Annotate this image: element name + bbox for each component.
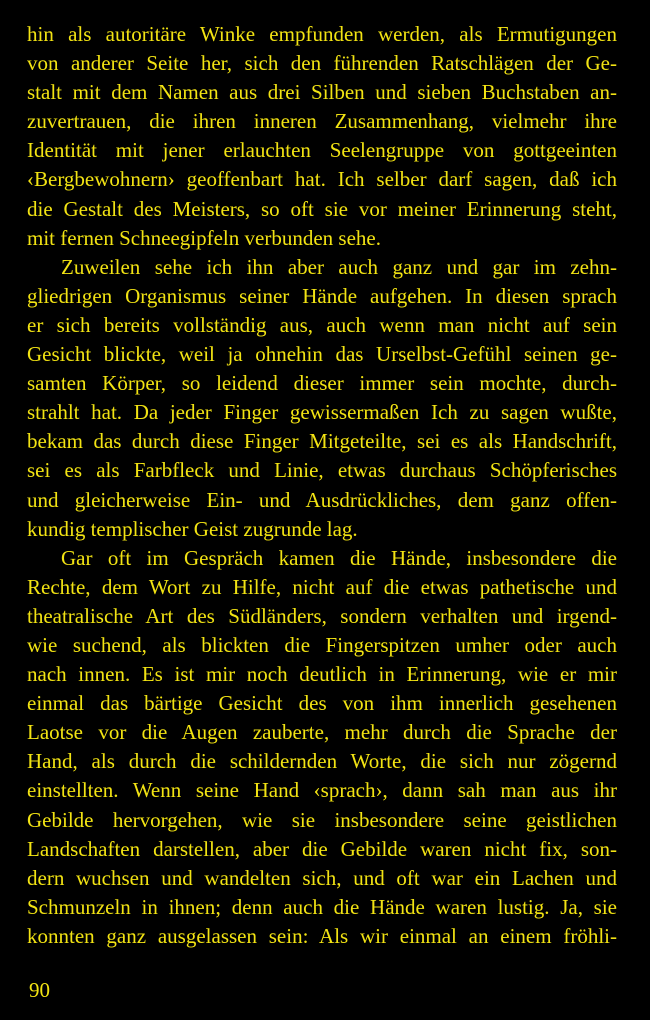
text-line: kundig templischer Geist zugrunde lag. — [27, 516, 358, 541]
text-line: theatralische Art des Südländers, sondern verhalten und irgend- — [27, 603, 617, 628]
text-line: stalt mit dem Namen aus drei Silben und sieben Buchstaben an- — [27, 80, 617, 105]
paragraph-1 — [27, 20, 617, 253]
text-line: Gesicht blickte, weil ja ohnehin das Urselbst-Gefühl seinen ge- — [27, 342, 617, 367]
text-line: dern wuchsen und wandelten sich, und oft war ein Lachen und — [27, 865, 617, 890]
body-text — [27, 20, 617, 951]
text-line: Identität mit jener erlauchten Seelengruppe von gottgeeinten — [27, 138, 617, 163]
text-line: Laotse vor die Augen zauberte, mehr durch die Sprache der — [27, 720, 617, 745]
text-line: bekam das durch diese Finger Mitgeteilte, sei es als Handschrift, — [27, 429, 617, 454]
text-line: gliedrigen Organismus seiner Hände aufgehen. In diesen sprach — [27, 283, 617, 308]
text-line: samten Körper, so leidend dieser immer sein mochte, durch- — [27, 371, 617, 396]
text-line: Rechte, dem Wort zu Hilfe, nicht auf die etwas pathetische und — [27, 574, 617, 599]
text-line: einstellten. Wenn seine Hand ‹sprach›, dann sah man aus ihr — [27, 778, 617, 803]
text-line: er sich bereits vollständig aus, auch wenn man nicht auf sein — [27, 312, 617, 337]
text-line: ‹Bergbewohnern› geoffenbart hat. Ich selber darf sagen, daß ich — [27, 167, 617, 192]
text-line: sei es als Farbfleck und Linie, etwas durchaus Schöpferisches — [27, 458, 617, 483]
text-line: Gar oft im Gespräch kamen die Hände, insbesondere die — [61, 545, 617, 570]
text-line: mit fernen Schneegipfeln verbunden sehe. — [27, 225, 381, 250]
page-number: 90 — [29, 978, 50, 1002]
text-line: nach innen. Es ist mir noch deutlich in Erinnerung, wie er mir — [27, 662, 617, 687]
text-line: die Gestalt des Meisters, so oft sie vor meiner Erinnerung steht, — [27, 196, 617, 221]
text-line: und gleicherweise Ein- und Ausdrückliches, dem ganz offen- — [27, 487, 617, 512]
text-line: von anderer Seite her, sich den führenden Ratschlägen der Ge- — [27, 51, 617, 76]
text-line: Zuweilen sehe ich ihn aber auch ganz und gar im zehn- — [61, 254, 617, 279]
text-line: wie suchend, als blickten die Fingerspitzen umher oder auch — [27, 632, 617, 657]
text-line: zuvertrauen, die ihren inneren Zusammenhang, vielmehr ihre — [27, 109, 617, 134]
text-line: strahlt hat. Da jeder Finger gewissermaßen Ich zu sagen wußte, — [27, 400, 617, 425]
text-line: konnten ganz ausgelassen sein: Als wir einmal an einem fröhli- — [27, 923, 617, 948]
paragraph-3 — [27, 544, 617, 951]
text-line: Schmunzeln in ihnen; denn auch die Hände waren lustig. Ja, sie — [27, 894, 617, 919]
text-line: einmal das bärtige Gesicht des von ihm innerlich gesehenen — [27, 691, 617, 716]
text-line: Gebilde hervorgehen, wie sie insbesondere seine geistlichen — [27, 807, 617, 832]
text-line: hin als autoritäre Winke empfunden werden, als Ermutigungen — [27, 22, 617, 46]
text-line: Landschaften darstellen, aber die Gebilde waren nicht fix, son- — [27, 836, 617, 861]
paragraph-2 — [27, 253, 617, 544]
text-line: Hand, als durch die schildernden Worte, die sich nur zögernd — [27, 749, 617, 774]
